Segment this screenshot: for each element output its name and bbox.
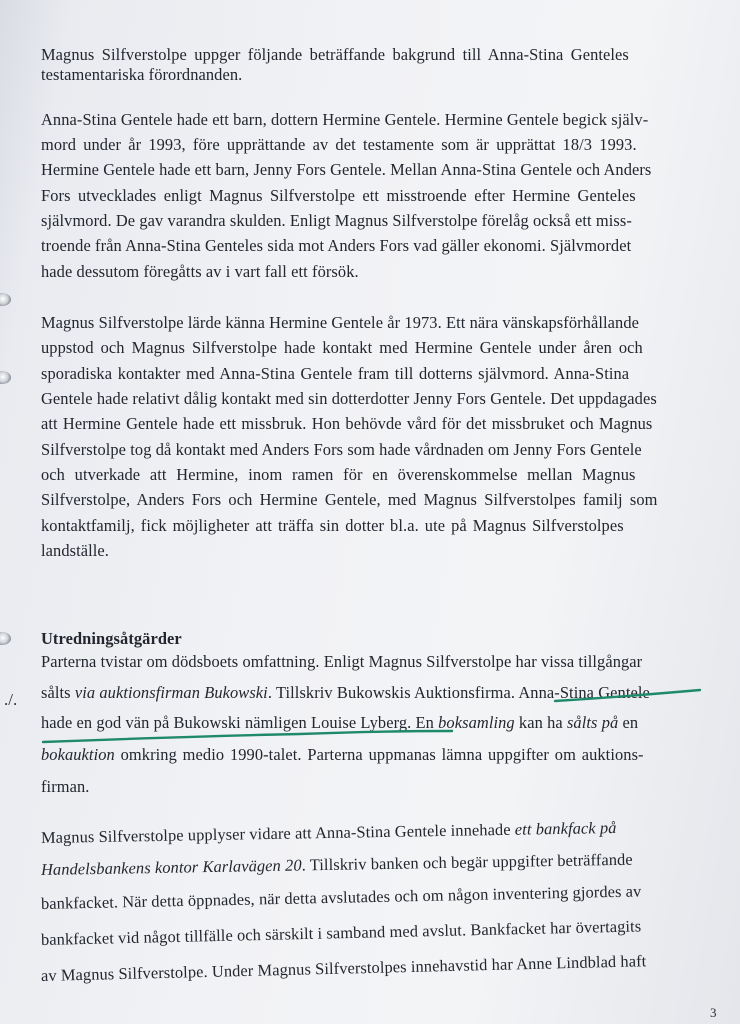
text-line: Magnus Silfverstolpe upplyser vidare att Anna-Stina Gentele innehade ett bankfack på	[40, 817, 617, 847]
text-line: Handelsbankens kontor Karlavägen 20. Tillskriv banken och begär uppgifter beträffande	[40, 849, 633, 879]
text-line: att Hermine Gentele hade ett missbruk. Hon behövde vård för det missbruket och Magnus	[41, 414, 653, 433]
text-line: Magnus Silfverstolpe lärde känna Hermine Gentele år 1973. Ett nära vänskapsförhållande	[41, 313, 640, 332]
text-line: sålts via auktionsfirman Bukowski. Tillskriv Bukowskis Auktionsfirma. Anna-Stina Gentele	[41, 683, 650, 702]
text-line: troende från Anna-Stina Genteles sida mot Anders Fors vad gäller ekonomi. Självmordet	[41, 236, 632, 255]
text-line: Anna-Stina Gentele hade ett barn, dottern Hermine Gentele. Hermine Gentele begick själv-	[41, 110, 649, 129]
text-line: Gentele hade relativt dålig kontakt med sin dotterdotter Jenny Fors Gentele. Det uppdagades	[41, 389, 657, 408]
text-line: bankfacket vid något tillfälle och särskilt i samband med avslut. Bankfacket har övertagits	[40, 916, 642, 949]
text-line: uppstod och Magnus Silfverstolpe hade kontakt med Hermine Gentele under åren och	[41, 338, 643, 357]
text-line: firman.	[41, 777, 90, 796]
text-line: bokauktion omkring medio 1990-talet. Parterna uppmanas lämna uppgifter om auktions-	[41, 745, 644, 764]
section-heading: Utredningsåtgärder	[41, 629, 182, 648]
text-line: testamentariska förordnanden.	[41, 65, 243, 84]
text-line: Fors utvecklades enligt Magnus Silfverstolpe ett misstroende efter Hermine Genteles	[41, 186, 636, 205]
text-line: kontaktfamilj, fick möjligheter att träffa sin dotter bl.a. ute på Magnus Silfverstolpes	[41, 516, 624, 535]
text-line: hade dessutom föregåtts av i vart fall ett försök.	[41, 262, 359, 281]
text-line: och utverkade att Hermine, inom ramen för en överenskommelse mellan Magnus	[41, 465, 636, 484]
text-line: landställe.	[41, 541, 110, 560]
text-line: Magnus Silfverstolpe uppger följande beträffande bakgrund till Anna-Stina Genteles	[41, 45, 629, 64]
margin-mark: ./.	[4, 690, 18, 709]
text-line: Parterna tvistar om dödsboets omfattning. Enligt Magnus Silfverstolpe har vissa tillgångar	[41, 652, 643, 671]
text-line: Silfverstolpe tog då kontakt med Anders Fors som hade vårdnaden om Jenny Fors Gentele	[41, 440, 642, 459]
text-line: Silfverstolpe, Anders Fors och Hermine Gentele, med Magnus Silfverstolpes familj som	[41, 490, 658, 509]
text-line: mord under år 1993, före upprättande av det testamente som är upprättat 18/3 1993.	[41, 135, 637, 154]
text-line: av Magnus Silfverstolpe. Under Magnus Silfverstolpes innehavstid har Anne Lindblad haft	[40, 951, 647, 985]
text-line: självmord. De gav varandra skulden. Enligt Magnus Silfverstolpe förelåg också ett miss-	[41, 211, 632, 230]
binder-hole-bottom	[0, 632, 11, 645]
binder-hole-top	[0, 293, 11, 306]
text-line: sporadiska kontakter med Anna-Stina Gentele fram till dotterns självmord. Anna-Stina	[41, 364, 630, 383]
text-line: Hermine Gentele hade ett barn, Jenny Fors Gentele. Mellan Anna-Stina Gentele och Anders	[41, 160, 652, 179]
text-line: hade en god vän på Bukowski nämligen Louise Lyberg. En boksamling kan ha sålts på en	[41, 713, 639, 732]
page-number: 3	[710, 1005, 717, 1020]
binder-hole-middle	[0, 371, 11, 384]
text-line: bankfacket. När detta öppnades, när detta avslutades och om någon inventering gjordes av	[40, 881, 642, 913]
